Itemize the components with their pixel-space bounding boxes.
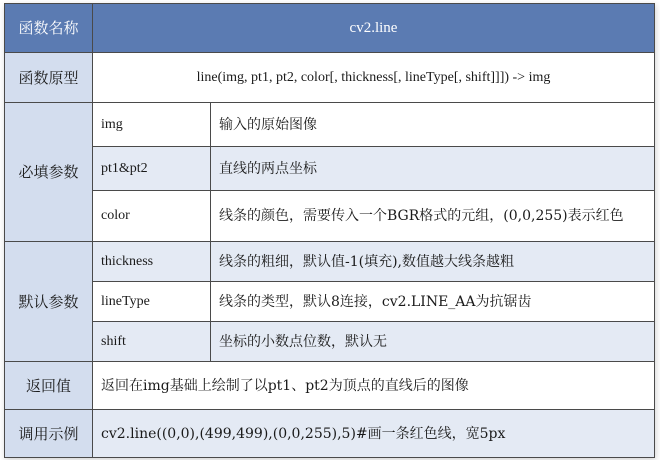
prototype-label: 函数原型: [5, 53, 93, 103]
required-param-row: [5, 103, 655, 147]
default-params-label: 默认参数: [5, 242, 93, 362]
required-param-row: [5, 191, 655, 242]
header-label: 函数名称: [5, 4, 93, 53]
api-table: [4, 3, 655, 458]
example-label: 调用示例: [5, 410, 93, 458]
example-value: cv2.line((0,0),(499,499),(0,0,255),5)#画一条红色线，宽5px: [93, 410, 655, 458]
default-param-row: [5, 282, 655, 322]
default-param-row: [5, 322, 655, 362]
header-row: [5, 4, 655, 53]
return-row: [5, 362, 655, 410]
param-name: img: [93, 103, 211, 147]
param-name: pt1&pt2: [93, 147, 211, 191]
param-description: 线条的颜色，需要传入一个BGR格式的元组，(0,0,255)表示红色: [211, 191, 655, 242]
param-description: 线条的类型，默认8连接，cv2.LINE_AA为抗锯齿: [211, 282, 655, 322]
param-description: 线条的粗细，默认值-1(填充),数值越大线条越粗: [211, 242, 655, 282]
param-description: 输入的原始图像: [211, 103, 655, 147]
return-value: 返回在img基础上绘制了以pt1、pt2为顶点的直线后的图像: [93, 362, 655, 410]
example-row: [5, 410, 655, 458]
param-name: thickness: [93, 242, 211, 282]
param-name: lineType: [93, 282, 211, 322]
prototype-row: [5, 53, 655, 103]
required-params-label: 必填参数: [5, 103, 93, 242]
prototype-value: line(img, pt1, pt2, color[, thickness[, lineType[, shift]]]) -> img: [93, 53, 655, 103]
function-name: cv2.line: [93, 4, 655, 53]
param-name: shift: [93, 322, 211, 362]
param-name: color: [93, 191, 211, 242]
required-param-row: [5, 147, 655, 191]
param-description: 直线的两点坐标: [211, 147, 655, 191]
param-description: 坐标的小数点位数，默认无: [211, 322, 655, 362]
default-param-row: [5, 242, 655, 282]
return-label: 返回值: [5, 362, 93, 410]
